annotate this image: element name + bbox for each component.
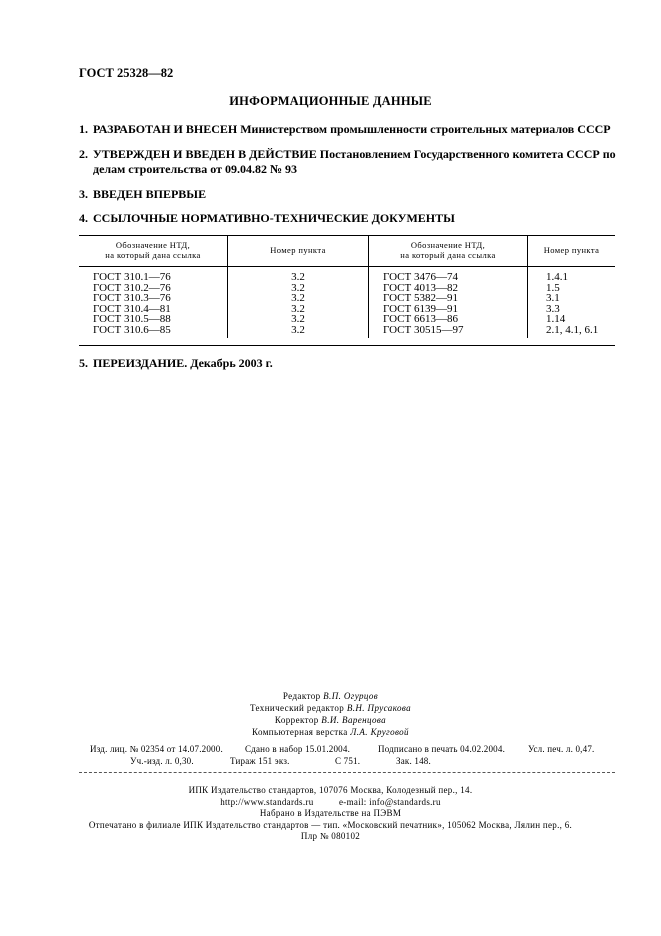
ntd-designation: ГОСТ 4013—82 (369, 283, 528, 294)
ntd-designation: ГОСТ 310.4—81 (93, 302, 171, 315)
table-row (79, 267, 615, 283)
section-lead: ССЫЛОЧНЫЕ НОРМАТИВНО-ТЕХНИЧЕСКИЕ ДОКУМЕНТЫ (93, 211, 455, 225)
ntd-designation: ГОСТ 6613—86 (369, 314, 528, 325)
column-header: Обозначение НТД, на который дана ссылка (369, 236, 528, 267)
clause-number: 3.3 (528, 304, 616, 315)
section-3 (79, 187, 619, 202)
table-bottom-rule (79, 345, 615, 346)
credit-name: Л.А. Круговой (350, 727, 409, 737)
section-5 (79, 356, 619, 371)
references-table (79, 235, 615, 338)
section-lead: РАЗРАБОТАН И ВНЕСЕН (93, 122, 238, 136)
credit-name: В.И. Варенцова (321, 715, 387, 725)
imprint-block (90, 743, 610, 767)
typeset-note: Набрано в Издательстве на ПЭВМ (259, 808, 402, 818)
section-2 (79, 147, 619, 177)
edu-sheets: Уч.-изд. л. 0,30. (130, 756, 194, 766)
section-number: 1. (79, 122, 88, 136)
clause-number: 1.14 (528, 314, 616, 325)
credit-role: Редактор (282, 691, 321, 701)
section-number: 5. (79, 356, 88, 370)
order-number: Зак. 148. (396, 756, 431, 766)
section-text: Министерством промышленности строительных материалов СССР (240, 122, 611, 136)
clause-number: 3.2 (228, 325, 369, 338)
credits-block (0, 690, 661, 738)
imprint-row (90, 743, 610, 755)
ntd-designation: ГОСТ 310.2—76 (93, 281, 171, 294)
ntd-designation: ГОСТ 6139—91 (369, 304, 528, 315)
clause-number: 2.1, 4.1, 6.1 (528, 325, 616, 338)
section-number: 3. (79, 187, 88, 201)
clause-number: 1.4.1 (528, 267, 616, 283)
page-title: ИНФОРМАЦИОННЫЕ ДАННЫЕ (229, 94, 432, 108)
credit-role: Корректор (274, 715, 319, 725)
license-plr: Плр № 080102 (300, 831, 361, 841)
credit-line (0, 726, 661, 738)
column-header: Обозначение НТД, на который дана ссылка (79, 236, 228, 267)
printed-note: Отпечатано в филиале ИПК Издательство стандартов — тип. «Московский печатник», 105062 Москва, Лялин пер., 6. (88, 819, 573, 830)
print-run: Тираж 151 экз. (230, 756, 290, 766)
print-sheets: Усл. печ. л. 0,47. (528, 744, 595, 754)
section-lead: УТВЕРЖДЕН И ВВЕДЕН В ДЕЙСТВИЕ (93, 147, 317, 161)
ntd-designation: ГОСТ 30515—97 (369, 325, 528, 338)
column-header: Номер пункта (528, 236, 616, 267)
imprint-row (90, 755, 610, 767)
credit-role: Компьютерная верстка (252, 727, 348, 737)
credit-line (0, 714, 661, 726)
ntd-designation: ГОСТ 310.3—76 (93, 292, 171, 305)
publisher-contacts: http://www.standards.ru e-mail: info@standards.ru (220, 796, 441, 807)
clause-number: 3.2 (228, 267, 369, 283)
ntd-designation: ГОСТ 310.6—85 (93, 323, 171, 336)
credit-name: В.Н. Прусакова (346, 703, 412, 713)
section-text: Постановлением Государственного комитета СССР по делам строительства от 09.04.82 № 93 (93, 147, 616, 176)
ntd-designation: ГОСТ 310.5—88 (93, 313, 171, 326)
publisher-address: ИПК Издательство стандартов, 107076 Москва, Колодезный пер., 14. (188, 785, 473, 795)
sent-to-typeset: Сдано в набор 15.01.2004. (245, 744, 351, 754)
imprint-divider (79, 772, 615, 773)
column-header: Номер пункта (228, 236, 369, 267)
ntd-designation: ГОСТ 5382—91 (369, 293, 528, 304)
section-4 (79, 211, 619, 226)
section-lead: ВВЕДЕН ВПЕРВЫЕ (93, 187, 207, 201)
credit-name: В.П. Огурцов (323, 691, 379, 701)
clause-number: 3.2 (228, 283, 369, 294)
clause-number: 3.1 (528, 293, 616, 304)
credit-line (0, 702, 661, 714)
table-row (79, 325, 615, 338)
clause-number: 3.2 (228, 293, 369, 304)
order-c: С 751. (335, 756, 361, 766)
signed-for-print: Подписано в печать 04.02.2004. (378, 744, 506, 754)
section-number: 2. (79, 147, 88, 161)
clause-number: 1.5 (528, 283, 616, 294)
clause-number: 3.2 (228, 304, 369, 315)
doc-code: ГОСТ 25328—82 (79, 66, 174, 80)
section-number: 4. (79, 211, 88, 225)
ntd-designation: ГОСТ 3476—74 (369, 267, 528, 283)
license-text: Изд. лиц. № 02354 от 14.07.2000. (90, 744, 223, 754)
publisher-block (0, 785, 661, 843)
section-1 (79, 122, 619, 137)
section-lead: ПЕРЕИЗДАНИЕ. Декабрь 2003 г. (93, 356, 273, 370)
table-header-row (79, 236, 615, 267)
clause-number: 3.2 (228, 314, 369, 325)
credit-role: Технический редактор (249, 703, 345, 713)
ntd-designation: ГОСТ 310.1—76 (93, 271, 171, 283)
credit-line (0, 690, 661, 702)
